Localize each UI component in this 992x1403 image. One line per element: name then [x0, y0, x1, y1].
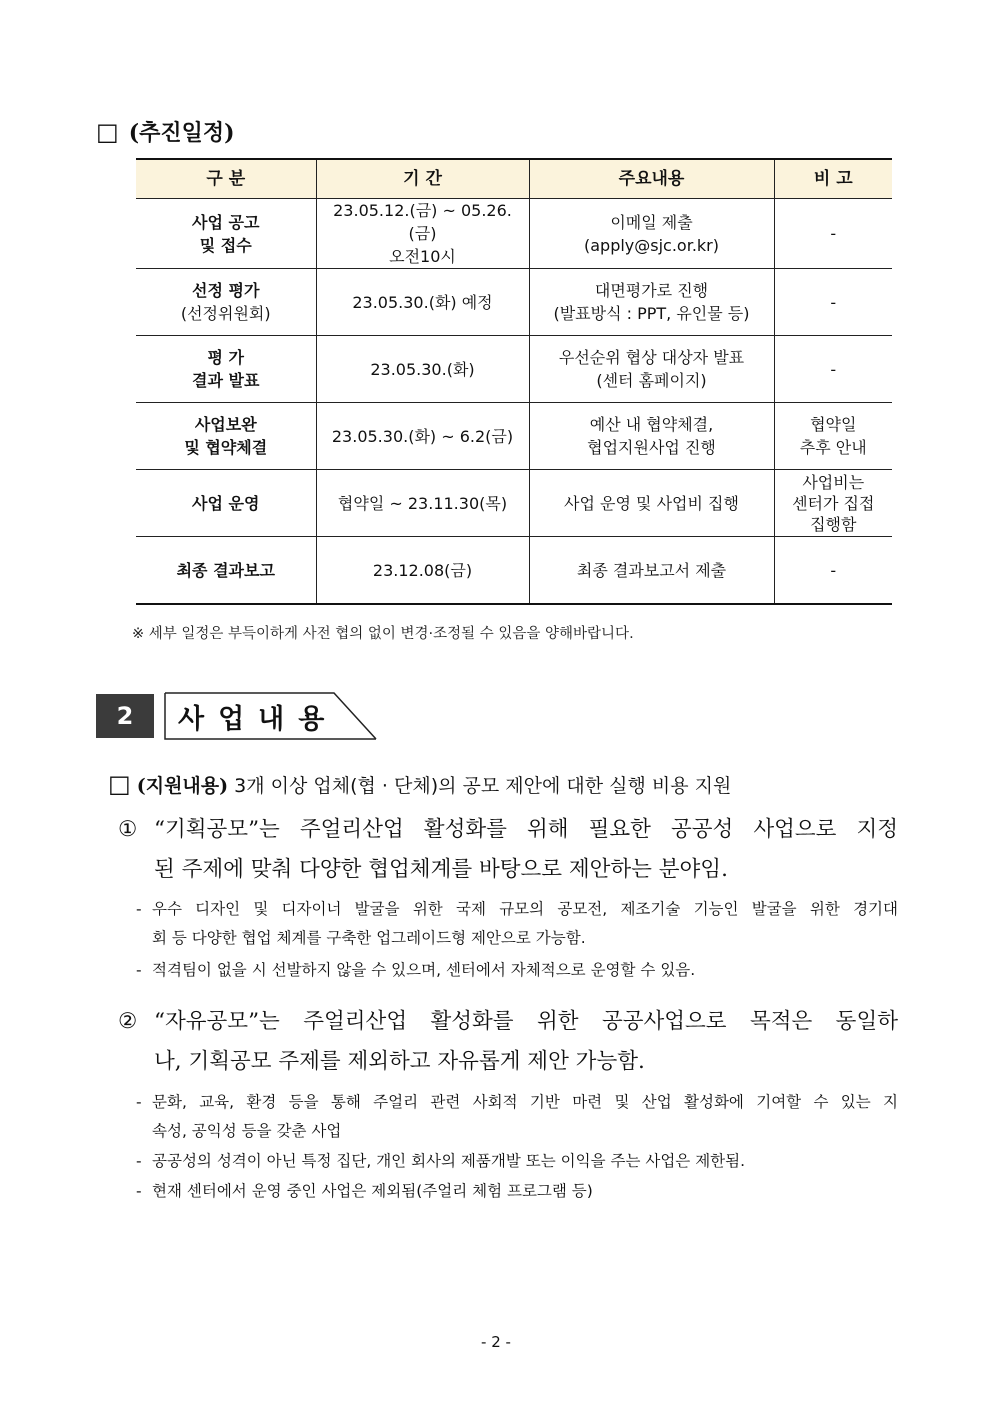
cell-text: 23.05.30.(화): [370, 359, 475, 379]
cell-category: [136, 537, 316, 605]
cell-period: [316, 269, 529, 336]
cell-text: 이메일 제출: [610, 212, 693, 232]
cell-category: [136, 199, 316, 269]
schedule-heading: [96, 116, 235, 147]
table-header-row: [136, 159, 892, 199]
cell-period: [316, 537, 529, 605]
cell-content: [529, 269, 774, 336]
column-header-period: 기 간: [316, 159, 529, 199]
bullet-text-line: 현재 센터에서 운영 중인 사업은 제외됨(주얼리 체험 프로그램 등): [152, 1182, 593, 1200]
bullet-text-line: 문화, 교육, 환경 등을 통해 주얼리 관련 사회적 기반 마련 및 산업 활성화에 기여할 수 있는 지: [152, 1093, 898, 1111]
cell-text: -: [830, 292, 837, 312]
content-heading-bold: (지원내용): [136, 775, 229, 797]
item-number: ①: [118, 817, 138, 842]
cell-text: 우선순위 협상 대상자 발표: [558, 348, 745, 367]
section-number-badge: 2: [96, 694, 154, 738]
item-text-line: 된 주제에 맞춰 다양한 협업체계를 바탕으로 제안하는 분야임.: [154, 857, 728, 882]
column-header-category: 구 분: [136, 159, 316, 199]
cell-content: [529, 537, 774, 605]
cell-content: [529, 199, 774, 269]
schedule-table: [136, 158, 892, 605]
item-text-line: “기획공모”는 주얼리산업 활성화를 위해 필요한 공공성 사업으로 지정: [154, 817, 898, 842]
list-item: [136, 1088, 898, 1146]
content-item-1: [118, 810, 898, 890]
bullet-text-line: 우수 디자인 및 디자이너 발굴을 위한 국제 규모의 공모전, 제조기술 기능인 발굴을 위한 경기대: [152, 900, 898, 918]
cell-text: 선정 평가: [192, 281, 260, 300]
cell-category: [136, 269, 316, 336]
page-number: - 2 -: [481, 1333, 511, 1351]
bullet-dash: -: [136, 1093, 142, 1111]
cell-category: [136, 470, 316, 537]
cell-text: -: [830, 224, 837, 243]
list-item: [136, 895, 898, 953]
bullet-dash: -: [136, 900, 142, 918]
cell-text: 사업비는: [802, 472, 865, 492]
cell-text: 예산 내 협약체결,: [589, 415, 714, 434]
cell-content: [529, 336, 774, 403]
cell-note: [774, 199, 892, 269]
cell-note: [774, 336, 892, 403]
cell-text: (선정위원회): [180, 304, 271, 323]
cell-text: 최종 결과보고: [176, 560, 275, 580]
cell-period: [316, 470, 529, 537]
cell-period: [316, 199, 529, 269]
content-heading: [108, 770, 731, 798]
cell-text: 23.05.30.(화) ~ 6.2(금): [331, 426, 514, 446]
bullet-dash: -: [136, 961, 142, 979]
cell-text: 및 접수: [199, 235, 252, 255]
bullet-text-line: 속성, 공익성 등을 갖춘 사업: [152, 1122, 342, 1140]
cell-text: 최종 결과보고서 제출: [576, 560, 727, 580]
cell-text: 결과 발표: [192, 371, 260, 390]
cell-text: 협업지원사업 진행: [587, 438, 716, 457]
bullet-dash: -: [136, 1182, 142, 1200]
cell-text: 추후 안내: [799, 438, 867, 457]
table-row: [136, 403, 892, 470]
cell-text: 협약일 ~ 23.11.30(목): [337, 493, 508, 513]
bullet-text-line: 회 등 다양한 협업 체계를 구축한 업그레이드형 제안으로 가능함.: [152, 929, 586, 947]
table-row: [136, 537, 892, 605]
cell-category: [136, 336, 316, 403]
bullet-text-line: 공공성의 성격이 아닌 특정 집단, 개인 회사의 제품개발 또는 이익을 주는 사업은 제한됨.: [152, 1152, 746, 1170]
cell-text: 평 가: [207, 348, 244, 367]
cell-text: 대면평가로 진행: [594, 281, 709, 300]
section-title: 사업내용: [178, 703, 339, 735]
schedule-heading-text: (추진일정): [128, 120, 235, 146]
column-header-note: 비 고: [774, 159, 892, 199]
cell-text: 오전10시: [389, 247, 456, 266]
schedule-footnote: ※ 세부 일정은 부득이하게 사전 협의 없이 변경·조정될 수 있음을 양해바랍니다.: [132, 626, 634, 642]
cell-note: [774, 470, 892, 537]
bullet-list-2: [136, 1088, 898, 1206]
cell-text: 23.05.12.(금) ~ 05.26.(금): [333, 201, 512, 243]
cell-text: 23.05.30.(화) 예정: [352, 292, 493, 312]
item-number: ②: [118, 1009, 138, 1034]
bullet-list-1: [136, 895, 898, 985]
content-heading-text: 3개 이상 업체(협 · 단체)의 공모 제안에 대한 실행 비용 지원: [228, 775, 732, 797]
checkbox-square-icon: □: [108, 770, 131, 798]
cell-content: [529, 403, 774, 470]
cell-text: 및 협약체결: [184, 438, 268, 457]
section-title-box: [164, 692, 378, 740]
bullet-dash: -: [136, 1152, 142, 1170]
cell-text: 사업 운영: [192, 493, 260, 513]
list-item: [136, 1147, 898, 1176]
cell-text: 사업 운영 및 사업비 집행: [564, 493, 739, 513]
checkbox-square-icon: □: [96, 117, 119, 146]
table-row: [136, 336, 892, 403]
list-item: [136, 1177, 898, 1206]
cell-period: [316, 336, 529, 403]
cell-text: -: [830, 560, 837, 580]
content-item-2: [118, 1002, 898, 1082]
bullet-text-line: 적격팀이 없을 시 선발하지 않을 수 있으며, 센터에서 자체적으로 운영할 수 있음.: [152, 961, 696, 979]
table-row: [136, 269, 892, 336]
cell-text: 협약일: [810, 415, 857, 434]
cell-text: 사업보완: [194, 415, 257, 434]
cell-text: (센터 홈페이지): [596, 371, 707, 390]
cell-content: [529, 470, 774, 537]
cell-note: [774, 269, 892, 336]
cell-text: 집행함: [810, 514, 857, 534]
table-row: [136, 199, 892, 269]
column-header-content: 주요내용: [529, 159, 774, 199]
cell-text: -: [830, 359, 837, 379]
cell-text: 23.12.08(금): [372, 560, 473, 580]
cell-text: (발표방식 : PPT, 유인물 등): [553, 304, 750, 323]
cell-text: (apply@sjc.or.kr): [583, 235, 719, 255]
cell-text: 센터가 집접: [792, 493, 875, 513]
table-row: [136, 470, 892, 537]
item-text-line: 나, 기획공모 주제를 제외하고 자유롭게 제안 가능함.: [154, 1049, 645, 1074]
cell-category: [136, 403, 316, 470]
item-text-line: “자유공모”는 주얼리산업 활성화를 위한 공공사업으로 목적은 동일하: [154, 1009, 898, 1034]
cell-note: [774, 403, 892, 470]
cell-text: 사업 공고: [192, 212, 260, 232]
list-item: [136, 956, 898, 985]
cell-period: [316, 403, 529, 470]
cell-note: [774, 537, 892, 605]
